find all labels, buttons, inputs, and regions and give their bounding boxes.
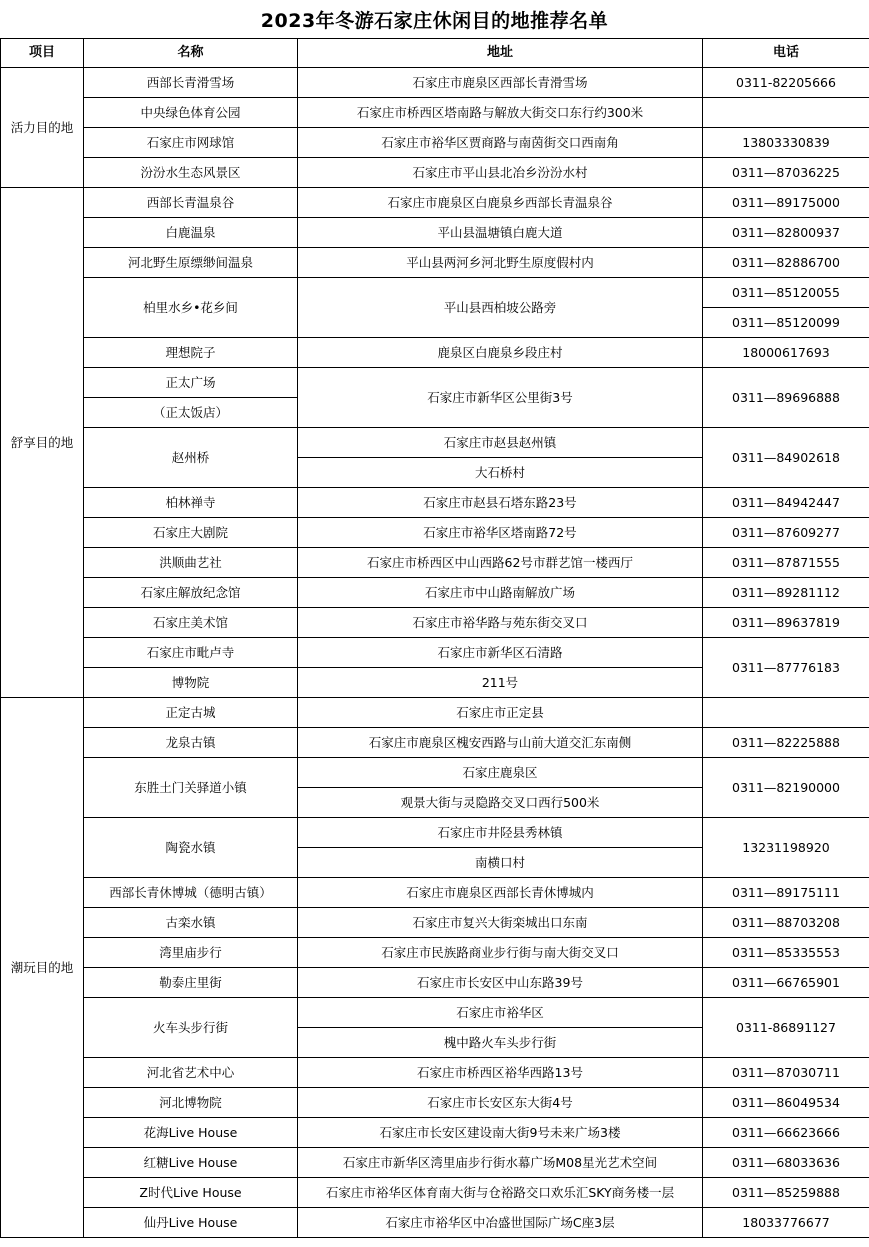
phone-line: 0311—82190000 [732, 779, 840, 795]
phone-cell: 0311—89175000 [703, 188, 869, 218]
name-line: 陶瓷水镇 [165, 839, 216, 855]
phone-line: 13231198920 [742, 839, 830, 855]
address-cell: 石家庄市赵县石塔东路23号 [298, 488, 703, 518]
phone-cell: 0311—87030711 [703, 1058, 869, 1088]
address-cell: 观景大街与灵隐路交叉口西行500米 [298, 788, 703, 818]
table-row [1, 548, 869, 578]
address-cell: 鹿泉区白鹿泉乡段庄村 [298, 338, 703, 368]
phone-cell: 0311—87871555 [703, 548, 869, 578]
address-cell [298, 278, 703, 338]
phone-cell: 0311—68033636 [703, 1148, 869, 1178]
table-row [1, 998, 869, 1028]
address-cell: 石家庄市赵县赵州镇 [298, 428, 703, 458]
address-cell: 石家庄市复兴大街栾城出口东南 [298, 908, 703, 938]
phone-cell: 0311—85120099 [703, 308, 869, 338]
name-cell [84, 818, 298, 878]
category-cell: 舒享目的地 [1, 188, 84, 698]
address-cell: 槐中路火车头步行街 [298, 1028, 703, 1058]
table-row [1, 818, 869, 848]
phone-cell: 0311—85120055 [703, 278, 869, 308]
table-row [1, 368, 869, 398]
phone-cell: 0311—87036225 [703, 158, 869, 188]
name-cell: 正定古城 [84, 698, 298, 728]
address-cell: 石家庄市桥西区塔南路与解放大街交口东行约300米 [298, 98, 703, 128]
name-cell [84, 428, 298, 488]
name-cell: 龙泉古镇 [84, 728, 298, 758]
address-cell: 平山县温塘镇白鹿大道 [298, 218, 703, 248]
phone-cell: 13803330839 [703, 128, 869, 158]
address-cell: 石家庄市平山县北冶乡汾汾水村 [298, 158, 703, 188]
phone-cell [703, 638, 869, 698]
phone-cell: 0311—82886700 [703, 248, 869, 278]
table-row [1, 728, 869, 758]
name-cell: 河北博物院 [84, 1088, 298, 1118]
name-cell: 花海Live House [84, 1118, 298, 1148]
address-cell: 石家庄市中山路南解放广场 [298, 578, 703, 608]
address-line: 石家庄市新华区公里街3号 [427, 389, 573, 405]
table-header-row [1, 39, 869, 68]
phone-cell: 0311—89175111 [703, 878, 869, 908]
table-row [1, 518, 869, 548]
table-row [1, 758, 869, 788]
phone-cell [703, 998, 869, 1058]
address-cell: 石家庄市裕华区体育南大街与仓裕路交口欢乐汇SKY商务楼一层 [298, 1178, 703, 1208]
address-cell: 石家庄市裕华区塔南路72号 [298, 518, 703, 548]
address-cell: 石家庄市民族路商业步行街与南大街交叉口 [298, 938, 703, 968]
phone-cell [703, 428, 869, 488]
table-row [1, 1088, 869, 1118]
table-body [1, 68, 869, 1238]
name-cell: 白鹿温泉 [84, 218, 298, 248]
phone-cell: 0311—89637819 [703, 608, 869, 638]
name-cell [84, 998, 298, 1058]
address-cell: 石家庄市裕华路与苑东街交叉口 [298, 608, 703, 638]
table-row [1, 428, 869, 458]
name-cell [84, 758, 298, 818]
address-cell: 石家庄市长安区建设南大街9号未来广场3楼 [298, 1118, 703, 1148]
table-row [1, 638, 869, 668]
phone-cell [703, 758, 869, 818]
table-row [1, 1118, 869, 1148]
name-cell: 古栾水镇 [84, 908, 298, 938]
page-title: 2023年冬游石家庄休闲目的地推荐名单 [260, 9, 609, 32]
name-cell: 西部长青休博城（德明古镇） [84, 878, 298, 908]
name-cell: 西部长青温泉谷 [84, 188, 298, 218]
address-cell: 石家庄市桥西区中山西路62号市群艺馆一楼西厅 [298, 548, 703, 578]
table-row [1, 98, 869, 128]
table-row [1, 908, 869, 938]
table-row [1, 128, 869, 158]
phone-line: 0311—87776183 [732, 659, 840, 675]
header-category: 项目 [1, 39, 84, 68]
phone-cell: 0311—87609277 [703, 518, 869, 548]
phone-cell: 0311—89281112 [703, 578, 869, 608]
name-cell: 石家庄市网球馆 [84, 128, 298, 158]
name-cell: 石家庄美术馆 [84, 608, 298, 638]
name-cell: 汾汾水生态风景区 [84, 158, 298, 188]
name-cell: 石家庄大剧院 [84, 518, 298, 548]
table-row [1, 1058, 869, 1088]
name-line: 东胜土门关驿道小镇 [134, 779, 247, 795]
address-cell [298, 368, 703, 428]
table-row [1, 218, 869, 248]
table-row [1, 608, 869, 638]
phone-line: 0311—89696888 [732, 389, 840, 405]
phone-cell: 18033776677 [703, 1208, 869, 1238]
phone-cell [703, 818, 869, 878]
phone-cell [703, 698, 869, 728]
table-row [1, 338, 869, 368]
table-row [1, 488, 869, 518]
phone-cell: 0311—86049534 [703, 1088, 869, 1118]
table-row [1, 1178, 869, 1208]
phone-line: 0311-86891127 [736, 1019, 836, 1035]
phone-cell [703, 98, 869, 128]
address-cell: 石家庄市裕华区中冶盛世国际广场C座3层 [298, 1208, 703, 1238]
address-cell: 石家庄市长安区中山东路39号 [298, 968, 703, 998]
address-cell: 211号 [298, 668, 703, 698]
phone-cell: 0311—84942447 [703, 488, 869, 518]
address-cell: 石家庄市裕华区贾商路与南茵街交口西南角 [298, 128, 703, 158]
table-row [1, 698, 869, 728]
address-cell: 石家庄鹿泉区 [298, 758, 703, 788]
name-cell: Z时代Live House [84, 1178, 298, 1208]
address-cell: 石家庄市井陉县秀林镇 [298, 818, 703, 848]
name-cell: 西部长青滑雪场 [84, 68, 298, 98]
phone-cell: 0311—85259888 [703, 1178, 869, 1208]
header-address: 地址 [298, 39, 703, 68]
phone-cell: 0311-82205666 [703, 68, 869, 98]
name-line: 柏里水乡•花乡间 [143, 299, 238, 315]
table-row [1, 278, 869, 308]
table-row [1, 248, 869, 278]
name-cell: 洪顺曲艺社 [84, 548, 298, 578]
category-cell: 活力目的地 [1, 68, 84, 188]
table-row [1, 968, 869, 998]
address-cell: 石家庄市长安区东大街4号 [298, 1088, 703, 1118]
name-cell: 仙丹Live House [84, 1208, 298, 1238]
name-cell: 石家庄市毗卢寺 [84, 638, 298, 668]
table-row [1, 158, 869, 188]
phone-cell: 0311—82225888 [703, 728, 869, 758]
name-line: 赵州桥 [171, 449, 210, 465]
table-row [1, 188, 869, 218]
address-cell: 石家庄市鹿泉区西部长青滑雪场 [298, 68, 703, 98]
address-cell: 石家庄市正定县 [298, 698, 703, 728]
name-cell [84, 278, 298, 338]
name-cell: 河北省艺术中心 [84, 1058, 298, 1088]
address-cell: 平山县两河乡河北野生原度假村内 [298, 248, 703, 278]
name-cell: 勒泰庄里街 [84, 968, 298, 998]
name-cell: 湾里庙步行 [84, 938, 298, 968]
name-cell: 河北野生原缥缈间温泉 [84, 248, 298, 278]
name-cell: （正太饭店） [84, 398, 298, 428]
phone-cell: 0311—66623666 [703, 1118, 869, 1148]
phone-line: 0311—84902618 [732, 449, 840, 465]
table-row [1, 578, 869, 608]
phone-cell: 0311—85335553 [703, 938, 869, 968]
name-cell: 中央绿色体育公园 [84, 98, 298, 128]
name-cell: 红糖Live House [84, 1148, 298, 1178]
address-cell: 石家庄市鹿泉区槐安西路与山前大道交汇东南侧 [298, 728, 703, 758]
address-cell: 大石桥村 [298, 458, 703, 488]
address-cell: 石家庄市新华区湾里庙步行街水幕广场M08星光艺术空间 [298, 1148, 703, 1178]
destinations-table [0, 38, 869, 1238]
address-line: 平山县西柏坡公路旁 [443, 299, 557, 315]
address-cell: 石家庄市裕华区 [298, 998, 703, 1028]
table-row [1, 68, 869, 98]
table-row [1, 1208, 869, 1238]
table-row [1, 1148, 869, 1178]
address-cell: 石家庄市桥西区裕华西路13号 [298, 1058, 703, 1088]
phone-cell: 0311—66765901 [703, 968, 869, 998]
name-cell: 理想院子 [84, 338, 298, 368]
name-line: 火车头步行街 [152, 1019, 228, 1035]
address-cell: 南横口村 [298, 848, 703, 878]
category-cell: 潮玩目的地 [1, 698, 84, 1238]
table-row [1, 938, 869, 968]
table-row [1, 878, 869, 908]
name-cell: 石家庄解放纪念馆 [84, 578, 298, 608]
address-cell: 石家庄市鹿泉区白鹿泉乡西部长青温泉谷 [298, 188, 703, 218]
phone-cell: 0311—82800937 [703, 218, 869, 248]
phone-cell: 0311—88703208 [703, 908, 869, 938]
header-phone: 电话 [703, 39, 869, 68]
name-cell: 正太广场 [84, 368, 298, 398]
header-name: 名称 [84, 39, 298, 68]
name-cell: 柏林禅寺 [84, 488, 298, 518]
address-cell: 石家庄市新华区石清路 [298, 638, 703, 668]
phone-cell [703, 368, 869, 428]
phone-cell: 18000617693 [703, 338, 869, 368]
address-cell: 石家庄市鹿泉区西部长青休博城内 [298, 878, 703, 908]
name-cell: 博物院 [84, 668, 298, 698]
